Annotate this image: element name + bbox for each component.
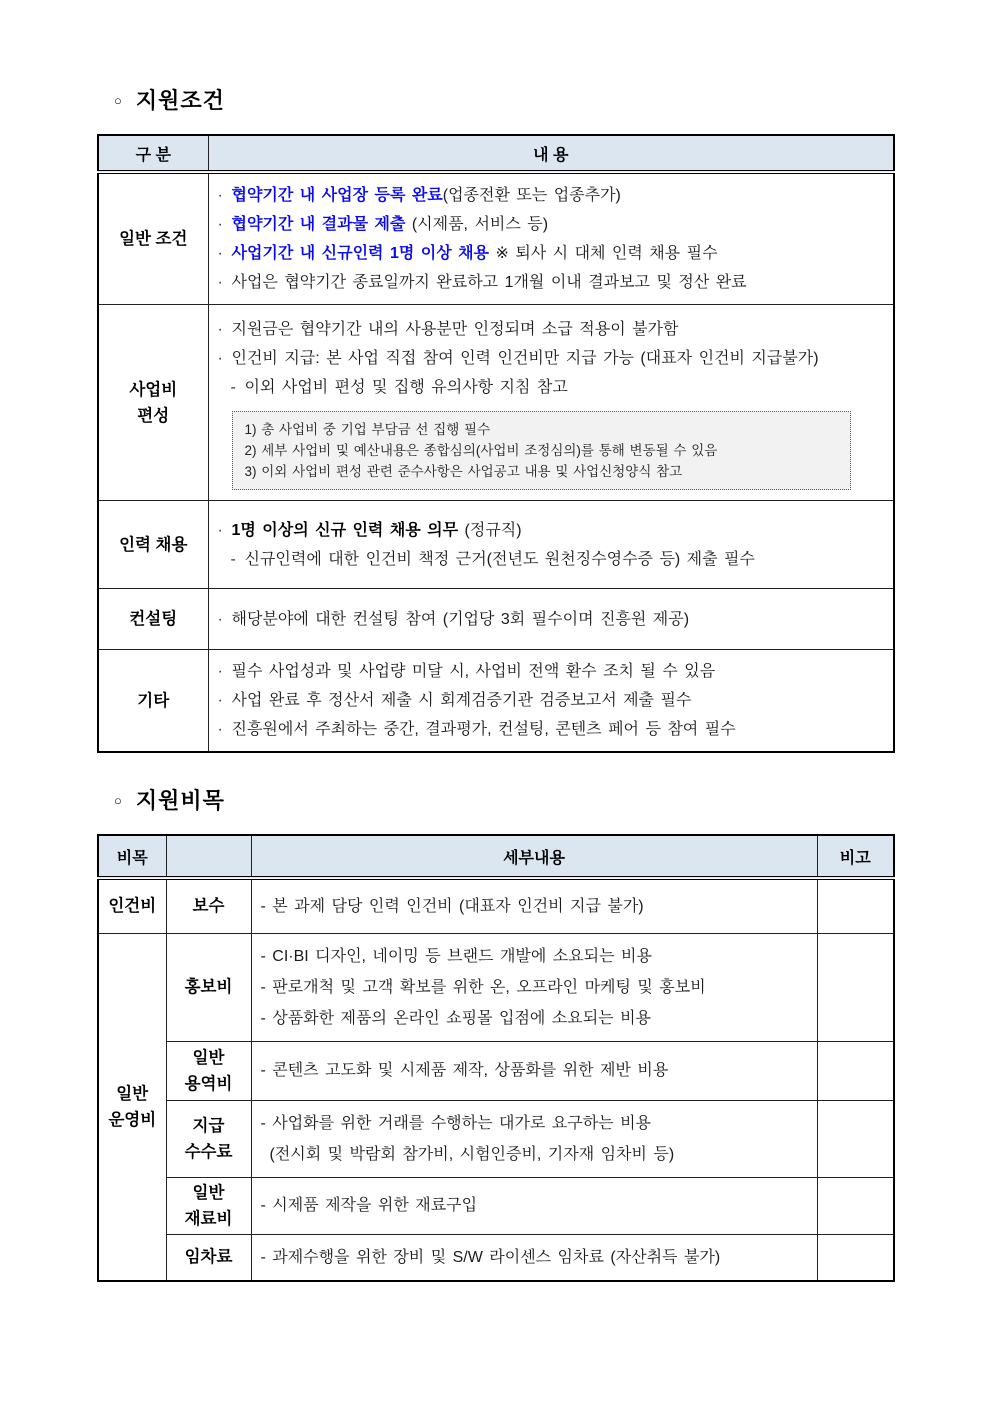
content-line: · 협약기간 내 결과물 제출 (시제품, 서비스 등): [217, 216, 549, 233]
row-content: [251, 1100, 817, 1177]
table-row-service-cost: [98, 1041, 894, 1100]
row-content: [251, 1177, 817, 1234]
row-label: 인력 채용: [98, 501, 208, 589]
column-header-content: 내 용: [208, 135, 894, 172]
column-header-detail: 세부내용: [251, 835, 817, 878]
table-header-row: [98, 835, 894, 878]
content-line: · 지원금은 협약기간 내의 사용분만 인정되며 소급 적용이 불가함: [217, 321, 679, 338]
support-items-table: [97, 834, 895, 1282]
content-line: · 인건비 지급: 본 사업 직접 참여 인력 인건비만 지급 가능 (대표자 인건비 지급불가): [217, 350, 819, 367]
column-header-category: 구 분: [98, 135, 208, 172]
content-line: · 1명 이상의 신규 인력 채용 의무 (정규직): [217, 521, 522, 539]
content-line: (전시회 및 박람회 참가비, 시험인증비, 기자재 임차비 등): [269, 1145, 675, 1163]
row-label: 사업비 편성: [98, 305, 208, 501]
table-row-etc: [98, 650, 894, 753]
content-line: - 시제품 제작을 위한 재료구입: [260, 1197, 478, 1214]
content-line: - 판로개척 및 고객 확보를 위한 온, 오프라인 마케팅 및 홍보비: [260, 978, 706, 996]
content-line: - 사업화를 위한 거래를 수행하는 대가로 요구하는 비용: [260, 1114, 651, 1132]
note-line: 3) 이외 사업비 편성 관련 준수사항은 사업공고 내용 및 사업신청양식 참고: [244, 464, 683, 479]
table-row-materials: [98, 1177, 894, 1234]
remark-cell: [817, 878, 894, 933]
category-cell: 일반 운영비: [98, 933, 166, 1281]
row-label: 컨설팅: [98, 589, 208, 650]
column-header-blank: [166, 835, 251, 878]
row-content: [208, 501, 894, 589]
section-title: 지원조건: [135, 88, 225, 113]
table-row-hiring: [98, 501, 894, 589]
section-title: 지원비목: [135, 788, 225, 813]
content-line: · 진흥원에서 주최하는 중간, 결과평가, 컨설팅, 콘텐츠 페어 등 참여 필수: [217, 721, 736, 738]
support-conditions-table: [97, 134, 895, 753]
table-row-budget: [98, 305, 894, 501]
row-content: [208, 650, 894, 753]
content-line: - CI·BI 디자인, 네이밍 등 브랜드 개발에 소요되는 비용: [260, 947, 652, 965]
circle-bullet-icon: ○: [114, 92, 123, 108]
table-row-consulting: [98, 589, 894, 650]
content-line: · 해당분야에 대한 컨설팅 참여 (기업당 3회 필수이며 진흥원 제공): [217, 610, 690, 628]
circle-bullet-icon: ○: [114, 792, 123, 808]
row-content: [251, 933, 817, 1041]
table-header-row: [98, 135, 894, 172]
row-content: [251, 1041, 817, 1100]
subcategory-cell: 임차료: [166, 1234, 251, 1281]
note-line: 1) 총 사업비 중 기업 부담금 선 집행 필수: [244, 422, 491, 437]
subcategory-cell: 일반 재료비: [166, 1177, 251, 1234]
row-content: [251, 1234, 817, 1281]
subcategory-cell: 보수: [166, 878, 251, 933]
row-content: [208, 172, 894, 305]
note-line: 2) 세부 사업비 및 예산내용은 종합심의(사업비 조정심의)를 통해 변동될 수 있음: [244, 443, 718, 458]
subcategory-cell: 지급 수수료: [166, 1100, 251, 1177]
content-line: · 필수 사업성과 및 사업량 미달 시, 사업비 전액 환수 조치 될 수 있음: [217, 663, 716, 680]
remark-cell: [817, 933, 894, 1041]
section-heading-items: [97, 784, 895, 815]
content-line: - 신규인력에 대한 인건비 책정 근거(전년도 원천징수영수증 등) 제출 필수: [230, 550, 755, 568]
content-line: - 과제수행을 위한 장비 및 S/W 라이센스 임차료 (자산취득 불가): [260, 1248, 721, 1266]
column-header-item: 비목: [98, 835, 166, 878]
content-line: · 협약기간 내 사업장 등록 완료(업종전환 또는 업종추가): [217, 187, 621, 204]
budget-note-box: [232, 411, 852, 490]
table-row-rental: [98, 1234, 894, 1281]
remark-cell: [817, 1177, 894, 1234]
remark-cell: [817, 1234, 894, 1281]
content-line: · 사업기간 내 신규인력 1명 이상 채용 ※ 퇴사 시 대체 인력 채용 필수: [217, 245, 718, 262]
content-line: - 이외 사업비 편성 및 집행 유의사항 지침 참고: [230, 379, 568, 396]
content-line: - 상품화한 제품의 온라인 쇼핑몰 입점에 소요되는 비용: [260, 1009, 651, 1027]
row-label: 기타: [98, 650, 208, 753]
content-line: - 본 과제 담당 인력 인건비 (대표자 인건비 지급 불가): [260, 897, 644, 915]
remark-cell: [817, 1100, 894, 1177]
row-label: 일반 조건: [98, 172, 208, 305]
content-line: · 사업 완료 후 정산서 제출 시 회계검증기관 검증보고서 제출 필수: [217, 692, 692, 709]
content-line: - 콘텐츠 고도화 및 시제품 제작, 상품화를 위한 제반 비용: [260, 1062, 669, 1079]
table-row-fees: [98, 1100, 894, 1177]
remark-cell: [817, 1041, 894, 1100]
row-content: [208, 305, 894, 501]
row-content: [208, 589, 894, 650]
table-row-promotion: [98, 933, 894, 1041]
table-row-general-conditions: [98, 172, 894, 305]
section-heading-conditions: [97, 84, 895, 115]
content-line: · 사업은 협약기간 종료일까지 완료하고 1개월 이내 결과보고 및 정산 완료: [217, 274, 747, 291]
table-row-labor-cost: [98, 878, 894, 933]
subcategory-cell: 홍보비: [166, 933, 251, 1041]
category-cell: 인건비: [98, 878, 166, 933]
row-content: [251, 878, 817, 933]
column-header-remark: 비고: [817, 835, 894, 878]
subcategory-cell: 일반 용역비: [166, 1041, 251, 1100]
